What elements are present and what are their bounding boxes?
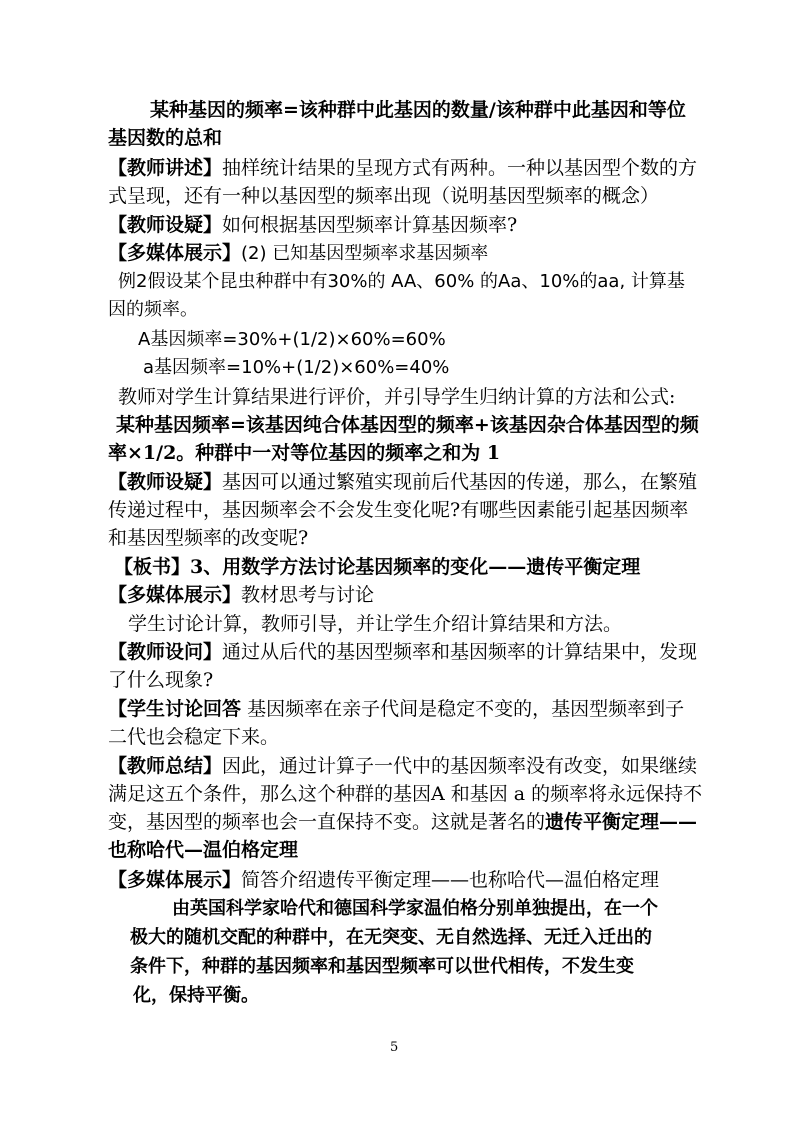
multimedia-display-3 <box>108 866 659 894</box>
text: 简答介绍遗传平衡定理——也称哈代—温伯格定理 <box>241 869 660 891</box>
tag: 【学生讨论回答 <box>108 698 242 720</box>
text: 化，保持平衡。 <box>133 985 259 1006</box>
teacher-question <box>108 211 517 239</box>
paragraph-line <box>108 182 659 210</box>
text: 通过从后代的基因型频率和基因频率的计算结果中，发现 <box>222 641 698 663</box>
text: 率×1/2。种群中一对等位基因的频率之和为 1 <box>108 442 501 464</box>
example-line-1 <box>118 268 685 296</box>
text: 条件下，种群的基因频率和基因型频率可以世代相传，不发生变 <box>130 956 634 977</box>
tag: 【教师设疑】 <box>108 214 223 236</box>
text: 教师对学生计算结果进行评价，并引导学生归纳计算的方法和公式: <box>118 386 676 408</box>
text: A基因频率=30%+(1/2)×60%=60% <box>138 329 446 350</box>
example-line-2 <box>108 296 198 324</box>
tag: 【板书】 <box>114 556 191 578</box>
text: 如何根据基因型频率计算基因频率? <box>222 214 518 236</box>
theorem-text-1 <box>172 895 658 923</box>
tag: 【教师设疑】 <box>108 471 223 493</box>
text: (2) 已知基因型频率求基因频率 <box>241 243 489 264</box>
text: 二代也会稳定下来。 <box>108 726 280 748</box>
text: 了什么现象? <box>108 669 214 691</box>
student-answer <box>108 695 684 723</box>
paragraph-line <box>118 383 675 411</box>
text: 式呈现，还有一种以基因型的频率出现（说明基因型频率的概念） <box>108 185 660 207</box>
paragraph-line <box>108 666 213 694</box>
calc-a-upper <box>138 326 446 354</box>
text: 抽样统计结果的呈现方式有两种。一种以基因型个数的方 <box>222 157 698 179</box>
text: 教材思考与讨论 <box>241 584 375 606</box>
teacher-summary <box>108 752 697 780</box>
tag: 【多媒体展示】 <box>108 869 242 891</box>
paragraph-line <box>108 496 688 524</box>
paragraph-line <box>108 524 308 552</box>
text: 和基因型频率的改变呢? <box>108 527 309 549</box>
theorem-text-2 <box>130 924 652 952</box>
formula-line-2 <box>108 124 222 152</box>
board-writing <box>114 553 640 581</box>
formula-line-4 <box>108 439 500 467</box>
paragraph-line <box>128 610 622 638</box>
paragraph-line <box>108 780 702 808</box>
formula-line-3 <box>116 411 699 439</box>
text: 因此，通过计算子一代中的基因频率没有改变，如果继续 <box>222 755 698 777</box>
text: 基因可以通过繁殖实现前后代基因的传递，那么，在繁殖 <box>222 471 698 493</box>
theorem-text-4 <box>133 982 259 1010</box>
paragraph-line <box>108 723 279 751</box>
text: 满足这五个条件，那么这个种群的基因A 和基因 a 的频率将永远保持不 <box>108 783 703 805</box>
teacher-ask <box>108 638 697 666</box>
teacher-lecture <box>108 154 697 182</box>
text: 某种基因的频率=该种群中此基因的数量/该种群中此基因和等位 <box>150 99 686 121</box>
text: 极大的随机交配的种群中，在无突变、无自然选择、无迁入迁出的 <box>130 927 652 948</box>
text: a基因频率=10%+(1/2)×60%=40% <box>143 357 450 378</box>
formula-line-1 <box>150 96 686 124</box>
multimedia-display-2 <box>108 581 374 609</box>
tag: 【多媒体展示】 <box>108 584 242 606</box>
text: 由英国科学家哈代和德国科学家温伯格分别单独提出，在一个 <box>172 898 658 919</box>
tag: 【教师讲述】 <box>108 157 223 179</box>
text: 传递过程中，基因频率会不会发生变化呢?有哪些因素能引起基因频率 <box>108 499 689 521</box>
tag: 【多媒体展示】 <box>108 242 242 264</box>
text: 某种基因频率=该基因纯合体基因型的频率+该基因杂合体基因型的频 <box>116 414 699 436</box>
text: 例2假设某个昆虫种群中有30%的 AA、60% 的Aa、10%的aa, 计算基 <box>118 271 685 292</box>
tag: 【教师设问】 <box>108 641 223 663</box>
multimedia-display <box>108 239 488 268</box>
theorem-name <box>108 836 298 864</box>
text-bold: 遗传平衡定理—— <box>545 811 698 833</box>
teacher-question-2 <box>108 468 697 496</box>
paragraph-line <box>108 808 697 836</box>
text: 基因频率在亲子代间是稳定不变的，基因型频率到子 <box>247 698 685 720</box>
text: 也称哈代—温伯格定理 <box>108 839 299 861</box>
text: 因的频率。 <box>108 299 198 320</box>
tag: 【教师总结】 <box>108 755 223 777</box>
text: 基因数的总和 <box>108 127 223 149</box>
calc-a-lower <box>143 354 449 382</box>
page-number: 5 <box>390 1040 399 1055</box>
text: 学生讨论计算，教师引导，并让学生介绍计算结果和方法。 <box>128 613 623 635</box>
theorem-text-3 <box>130 953 634 981</box>
text: 变，基因型的频率也会一直保持不变。这就是著名的 <box>108 811 546 833</box>
text: 3、用数学方法讨论基因频率的变化——遗传平衡定理 <box>190 556 641 578</box>
